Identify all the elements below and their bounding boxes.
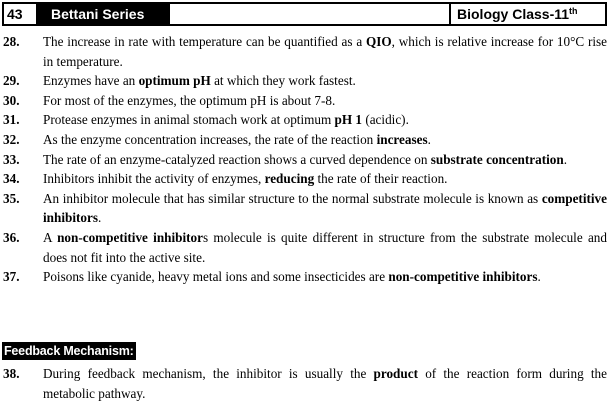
item-number: 30. <box>3 92 20 108</box>
item-text-bold: product <box>373 366 418 381</box>
list-item <box>0 267 611 287</box>
item-number: 31. <box>3 112 20 128</box>
item-text: . <box>563 151 568 167</box>
item-number: 32. <box>3 131 20 147</box>
class-label-sup: th <box>569 6 578 16</box>
item-text: Inhibitors inhibit the activity of enzymes, <box>43 171 265 187</box>
item-text-bold: increases <box>376 131 428 147</box>
list-item <box>0 169 611 189</box>
notes-list-feedback <box>0 364 611 403</box>
list-item <box>0 32 611 71</box>
series-title: Bettani Series <box>38 4 170 24</box>
item-text: . <box>427 131 431 147</box>
item-number: 34. <box>3 171 20 187</box>
item-text: s molecule is quite different in structure from the substrate molecule and does not fit into the active site. <box>43 229 607 265</box>
item-text: The rate of an enzyme-catalyzed reaction shows a curved dependence on <box>43 151 431 167</box>
item-text: (acidic). <box>362 112 409 128</box>
item-text: the rate of their reaction. <box>314 171 448 187</box>
item-text: Poisons like cyanide, heavy metal ions and some insecticides are <box>43 269 389 285</box>
item-number: 28. <box>3 34 20 49</box>
item-text-bold: non-competitive inhibitors <box>388 269 538 285</box>
list-item <box>0 150 611 170</box>
list-item <box>0 364 611 403</box>
item-text: As the enzyme concentration increases, the rate of the reaction <box>43 131 377 147</box>
list-item <box>0 91 611 111</box>
item-text: , which is relative increase for 10°C rise in temperature. <box>43 34 607 69</box>
list-item <box>0 130 611 150</box>
item-text: . <box>537 269 541 285</box>
item-number: 37. <box>3 269 20 285</box>
item-text: Enzymes have an <box>43 73 139 89</box>
item-number: 35. <box>3 190 20 206</box>
item-text-bold: optimum pH <box>138 73 211 89</box>
page-number: 43 <box>4 4 38 24</box>
notes-list <box>0 32 611 287</box>
item-number: 36. <box>3 229 20 245</box>
item-text: An inhibitor molecule that has similar structure to the normal substrate molecule is known as <box>43 190 542 206</box>
item-number: 38. <box>3 366 20 381</box>
item-text: . <box>97 210 102 226</box>
list-item <box>0 228 611 267</box>
item-text-bold: non-competitive inhibitor <box>57 229 203 245</box>
list-item <box>0 110 611 130</box>
item-text: of the reaction form during the metabolic pathway. <box>43 366 607 401</box>
item-text-bold: substrate concentration <box>430 151 564 167</box>
page-header <box>2 2 607 26</box>
item-text: During feedback mechanism, the inhibitor is usually the <box>43 366 374 381</box>
item-text: A <box>43 229 58 245</box>
item-text: at which they work fastest. <box>210 73 356 89</box>
item-text-bold: competitive inhibitors <box>43 190 607 226</box>
section-heading-feedback: Feedback Mechanism: <box>4 344 134 358</box>
item-text: For most of the enzymes, the optimum pH is about 7-8. <box>43 92 336 108</box>
item-text: Protease enzymes in animal stomach work at optimum <box>43 112 335 128</box>
item-text-bold: reducing <box>264 171 315 187</box>
class-label <box>449 4 605 24</box>
class-label-text: Biology Class-11 <box>457 6 570 22</box>
item-text: The increase in rate with temperature can be quantified as a <box>43 34 366 49</box>
list-item <box>0 189 611 228</box>
item-text-bold: pH 1 <box>334 112 363 128</box>
item-number: 29. <box>3 73 20 89</box>
item-number: 33. <box>3 151 20 167</box>
item-text-bold: QIO <box>366 34 392 49</box>
list-item <box>0 71 611 91</box>
